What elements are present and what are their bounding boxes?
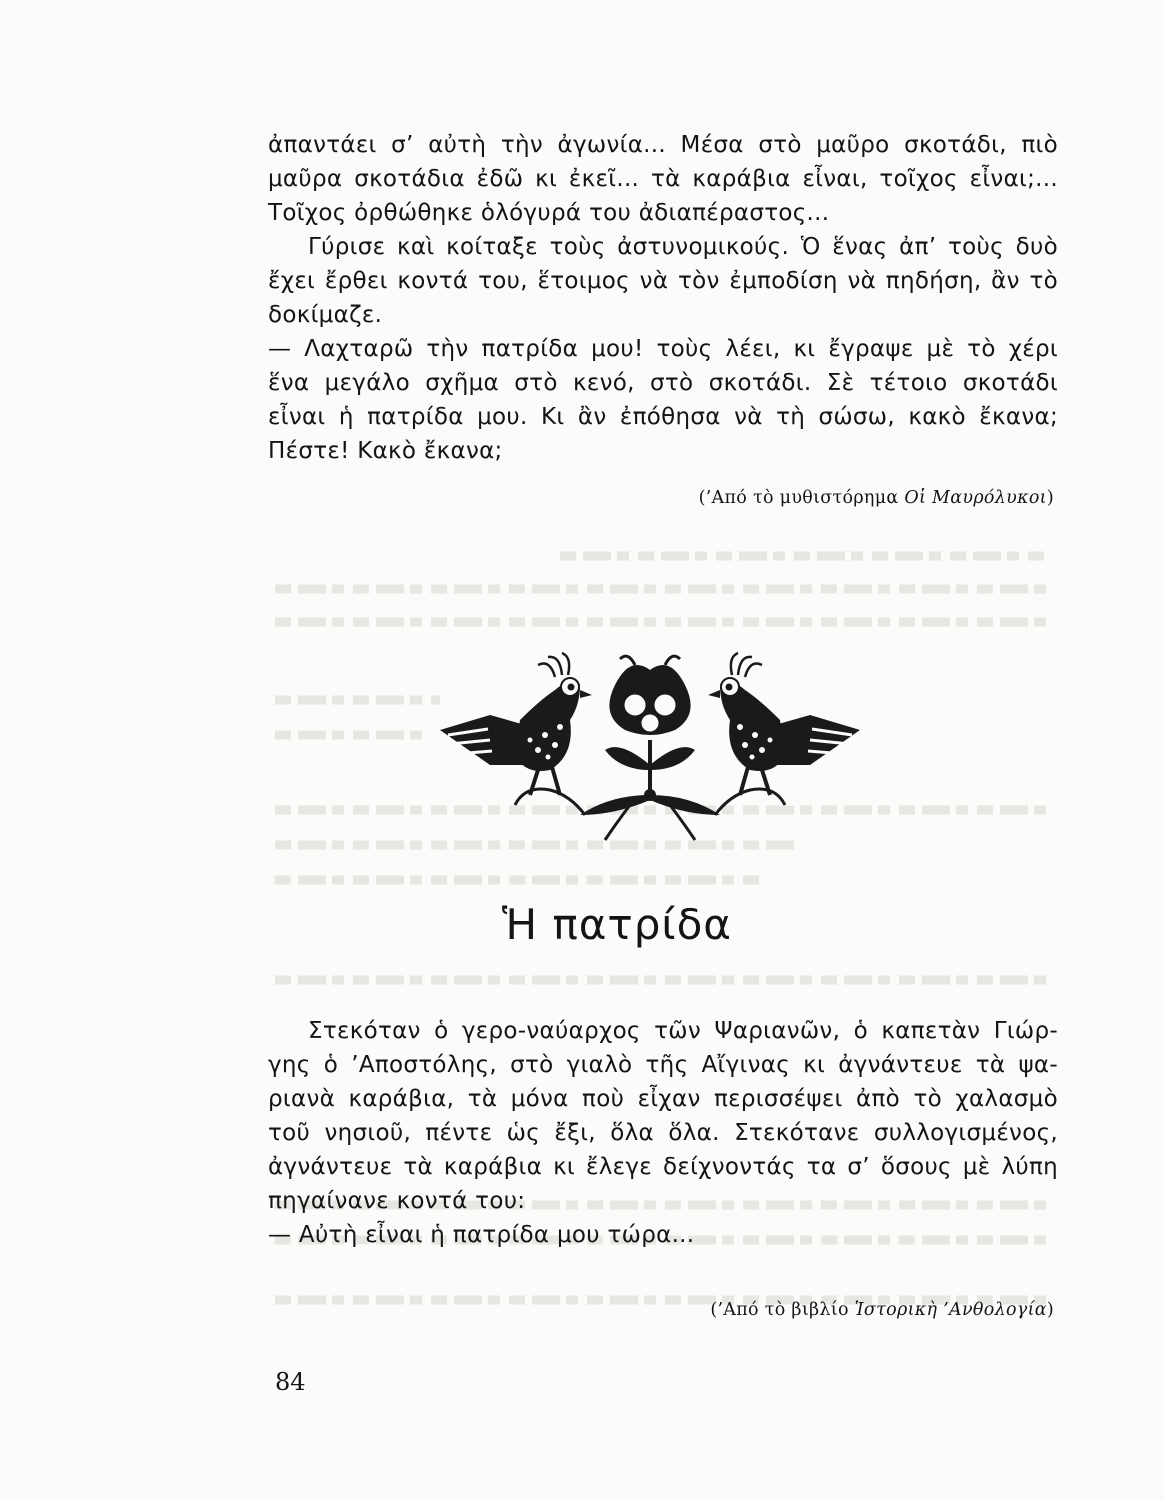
excerpt-2-source-title: Ἱστορικὴ ’Ανθολογία (854, 1300, 1047, 1320)
excerpt-2-line: τοῦ νησιοῦ, πέντε ὡς ἔξι, ὅλα ὅλα. Στεκότανε συλλογισμένος, (268, 1120, 1058, 1146)
excerpt-2-line: ἀγνάντευε τὰ καράβια κι ἔλεγε δείχνοντάς τα σ’ ὅσους μὲ λύπη (268, 1154, 1058, 1180)
page-number: 84 (275, 1368, 306, 1396)
excerpt-1-line: ἔχει ἔρθει κοντά του, ἕτοιμος νὰ τὸν ἐμποδίση νὰ πηδήση, ἂν τὸ (268, 268, 1058, 294)
excerpt-2-line: γης ὁ ’Αποστόλης, στὸ γιαλὸ τῆς Αἴγινας κι ἀγνάντευε τὰ ψα- (268, 1052, 1058, 1078)
excerpt-1-source-prefix: (’Από τὸ μυθιστόρημα (698, 488, 905, 508)
excerpt-2-source (710, 1300, 1054, 1320)
excerpt-2-line: ριανὰ καράβια, τὰ μόνα ποὺ εἶχαν περισσέψει ἀπὸ τὸ χαλασμὸ (268, 1086, 1058, 1112)
left-bird-icon (440, 653, 592, 815)
right-bird-icon (708, 653, 860, 815)
excerpt-2-line: πηγαίνανε κοντά του: (268, 1188, 526, 1214)
excerpt-1-line: δοκίμαζε. (268, 302, 383, 328)
excerpt-2-source-prefix: (’Από τὸ βιβλίο (710, 1300, 855, 1320)
excerpt-2-source-suffix: ) (1046, 1300, 1054, 1320)
section-title: Ἡ πατρίδα (502, 900, 732, 949)
excerpt-1-line: ἕνα μεγάλο σχῆμα στὸ κενό, στὸ σκοτάδι. Σὲ τέτοιο σκοτάδι (268, 370, 1058, 396)
excerpt-1-line: Τοῖχος ὀρθώθηκε ὁλόγυρά του ἀδιαπέραστος... (268, 200, 830, 226)
excerpt-1 (268, 128, 1058, 468)
excerpt-2 (268, 1014, 1058, 1252)
excerpt-1-line: — Λαχταρῶ τὴν πατρίδα μου! τοὺς λέει, κι ἔγραψε μὲ τὸ χέρι (268, 336, 1058, 362)
excerpt-2-line: — Αὐτὴ εἶναι ἡ πατρίδα μου τώρα... (268, 1222, 695, 1248)
excerpt-1-source-suffix: ) (1046, 488, 1054, 508)
birds-and-flower-ornament-icon (430, 645, 870, 845)
excerpt-1-source (699, 488, 1054, 508)
excerpt-1-line: Γύρισε καὶ κοίταξε τοὺς ἀστυνομικούς. Ὁ ἕνας ἀπ’ τοὺς δυὸ (308, 234, 1058, 260)
flower-icon (580, 656, 720, 840)
excerpt-1-line: μαῦρα σκοτάδια ἐδῶ κι ἐκεῖ... τὰ καράβια εἶναι, τοῖχος εἶναι;... (268, 166, 1058, 192)
excerpt-1-line: Πέστε! Κακὸ ἔκανα; (268, 438, 503, 464)
excerpt-1-source-title: Οἱ Μαυρόλυκοι (904, 488, 1047, 508)
excerpt-2-line: Στεκόταν ὁ γερο-ναύαρχος τῶν Ψαριανῶν, ὁ καπετὰν Γιώρ- (308, 1018, 1058, 1044)
excerpt-1-line: ἀπαντάει σ’ αὐτὴ τὴν ἀγωνία... Μέσα στὸ μαῦρο σκοτάδι, πιὸ (268, 132, 1058, 158)
excerpt-1-line: εἶναι ἡ πατρίδα μου. Κι ἂν ἐπόθησα νὰ τὴ σώσω, κακὸ ἔκανα; (268, 404, 1058, 430)
